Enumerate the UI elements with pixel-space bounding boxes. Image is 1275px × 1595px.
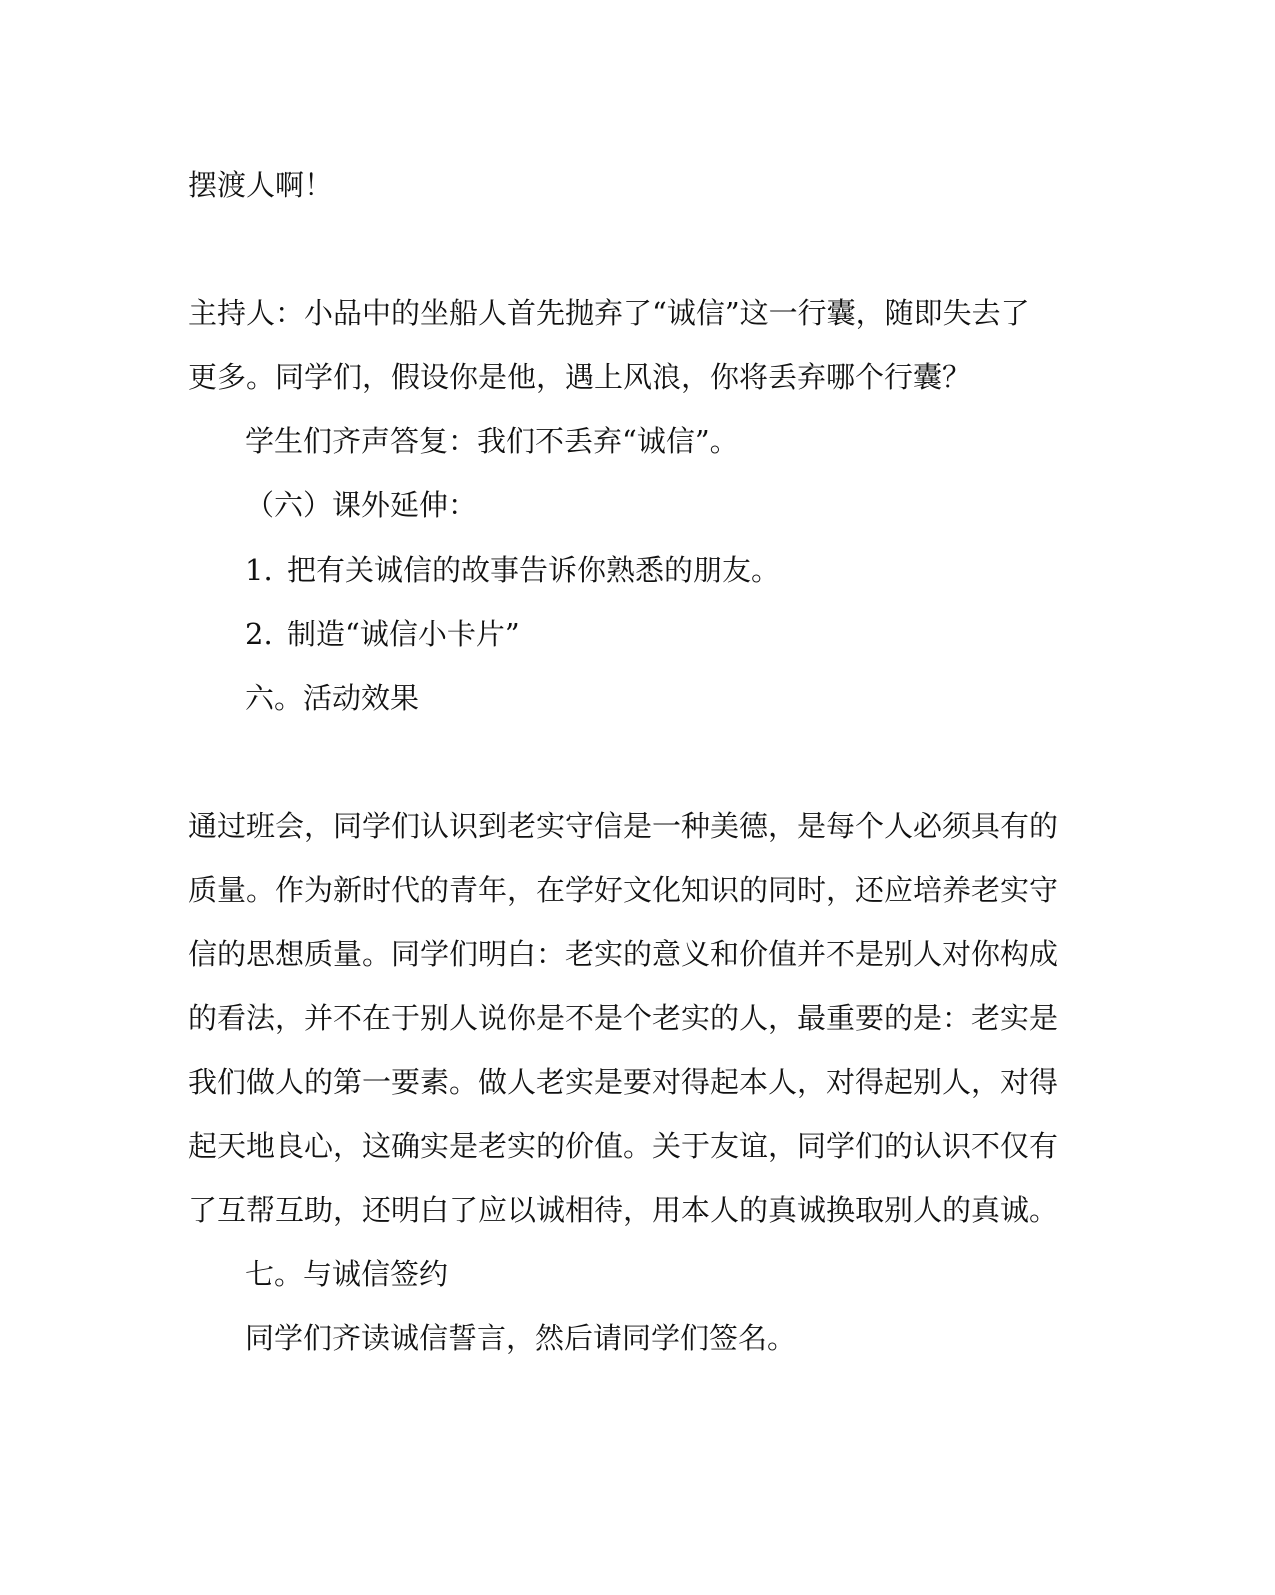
paragraph-line: 我们做人的第一要素。做人老实是要对得起本人，对得起别人，对得: [188, 1065, 1059, 1099]
paragraph-line: 更多。同学们，假设你是他，遇上风浪，你将丢弃哪个行囊？: [188, 360, 972, 394]
list-item-text: 制造“诚信小卡片”: [287, 617, 520, 651]
paragraph-line: 摆渡人啊！: [188, 168, 334, 202]
paragraph-line: 信的思想质量。同学们明白：老实的意义和价值并不是别人对你构成: [188, 937, 1059, 971]
paragraph-line: 主持人：小品中的坐船人首先抛弃了“诚信”这一行囊，随即失去了: [188, 296, 1030, 330]
paragraph-line: 起天地良心，这确实是老实的价值。关于友谊，同学们的认识不仅有: [188, 1129, 1059, 1163]
paragraph-line: 学生们齐声答复：我们不丢弃“诚信”。: [245, 424, 739, 458]
list-item: [245, 612, 1065, 656]
list-item-number: 1.: [245, 553, 273, 587]
section-heading: 六。活动效果: [245, 681, 420, 715]
paragraph-line: 的看法，并不在于别人说你是不是个老实的人，最重要的是：老实是: [188, 1001, 1059, 1035]
section-heading: （六）课外延伸：: [245, 488, 478, 522]
paragraph-line: 了互帮互助，还明白了应以诚相待，用本人的真诚换取别人的真诚。: [188, 1193, 1059, 1227]
paragraph-line: 质量。作为新时代的青年，在学好文化知识的同时，还应培养老实守: [188, 873, 1059, 907]
paragraph-line: 同学们齐读诚信誓言，然后请同学们签名。: [245, 1321, 797, 1355]
list-item-text: 把有关诚信的故事告诉你熟悉的朋友。: [287, 553, 781, 587]
section-heading: 七。与诚信签约: [245, 1257, 449, 1291]
paragraph-line: 通过班会，同学们认识到老实守信是一种美德，是每个人必须具有的: [188, 809, 1059, 843]
list-item-number: 2.: [245, 617, 273, 651]
list-item: [245, 548, 1065, 592]
